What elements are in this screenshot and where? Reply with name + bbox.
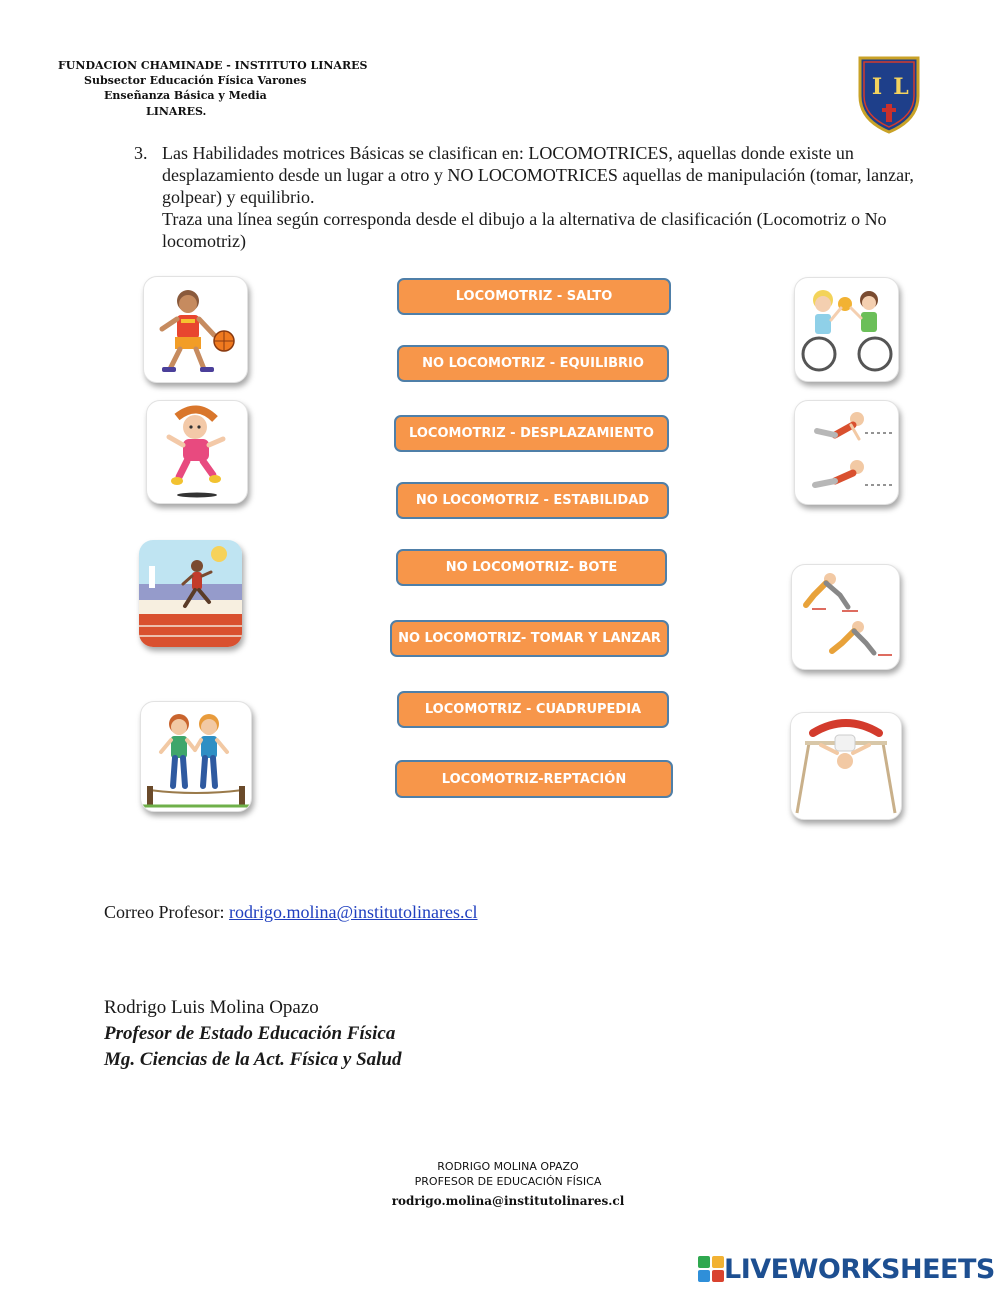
contact-line bbox=[104, 902, 478, 923]
option-locomotriz-reptacion[interactable]: LOCOMOTRIZ-REPTACIÓN bbox=[395, 760, 673, 798]
crest-letter-l: L bbox=[893, 74, 909, 100]
liveworksheets-icon bbox=[698, 1256, 724, 1282]
picture-kids-on-slackline[interactable] bbox=[140, 701, 252, 812]
liveworksheets-wordmark: LIVEWORKSHEETS bbox=[724, 1253, 995, 1285]
option-locomotriz-cuadrupedia[interactable]: LOCOMOTRIZ - CUADRUPEDIA bbox=[397, 691, 669, 728]
picture-child-on-parallel-bars[interactable] bbox=[790, 712, 902, 820]
picture-wheelchair-kids-catching-ball[interactable] bbox=[794, 277, 899, 382]
footer-name: RODRIGO MOLINA OPAZO bbox=[437, 1160, 579, 1173]
footer-role: PROFESOR DE EDUCACIÓN FÍSICA bbox=[414, 1175, 602, 1188]
teacher-title-2: Mg. Ciencias de la Act. Física y Salud bbox=[104, 1049, 402, 1070]
crest-letter-i: I bbox=[871, 74, 883, 100]
level-line: Enseñanza Básica y Media bbox=[104, 89, 267, 102]
instruction-paragraph-1: Las Habilidades motrices Básicas se clasifican en: LOCOMOTRICES, aquellas donde existe un desplazamiento desde un lugar a otro y NO LOCOMOTRICES aquellas de manipulación (tomar, lanzar, golpear) y equilibrio. bbox=[162, 143, 914, 207]
teacher-title-1: Profesor de Estado Educación Física bbox=[104, 1023, 396, 1044]
instruction-paragraph-2: Traza una línea según corresponda desde el dibujo a la alternativa de clasificación (Locomotriz o No locomotriz) bbox=[162, 209, 887, 251]
liveworksheets-logo bbox=[698, 1252, 995, 1286]
subsector-line: Subsector Educación Física Varones bbox=[84, 74, 307, 87]
picture-child-quadruped-walk[interactable] bbox=[791, 564, 900, 670]
school-name: FUNDACION CHAMINADE - INSTITUTO LINARES bbox=[58, 59, 368, 72]
city-line: LINARES. bbox=[146, 105, 207, 118]
contact-label: Correo Profesor: bbox=[104, 902, 229, 922]
school-crest-logo bbox=[856, 52, 922, 134]
option-no-locomotriz-estabilidad[interactable]: NO LOCOMOTRIZ - ESTABILIDAD bbox=[396, 482, 669, 519]
picture-girl-jumping[interactable] bbox=[146, 400, 248, 504]
question-number: 3. bbox=[134, 143, 148, 163]
picture-runner-on-track[interactable] bbox=[139, 540, 242, 647]
option-locomotriz-salto[interactable]: LOCOMOTRIZ - SALTO bbox=[397, 278, 671, 315]
option-locomotriz-desplazamiento[interactable]: LOCOMOTRIZ - DESPLAZAMIENTO bbox=[394, 415, 669, 452]
option-no-locomotriz-bote[interactable]: NO LOCOMOTRIZ- BOTE bbox=[396, 549, 667, 586]
footer-email: rodrigo.molina@institutolinares.cl bbox=[391, 1194, 625, 1208]
picture-child-dribbling-ball[interactable] bbox=[143, 276, 248, 383]
option-no-locomotriz-tomar-y-lanzar[interactable]: NO LOCOMOTRIZ- TOMAR Y LANZAR bbox=[390, 620, 669, 657]
picture-child-crawling[interactable] bbox=[794, 400, 899, 505]
teacher-email-link[interactable]: rodrigo.molina@institutolinares.cl bbox=[228, 902, 478, 922]
option-no-locomotriz-equilibrio[interactable]: NO LOCOMOTRIZ - EQUILIBRIO bbox=[397, 345, 669, 382]
teacher-name: Rodrigo Luis Molina Opazo bbox=[104, 997, 319, 1018]
